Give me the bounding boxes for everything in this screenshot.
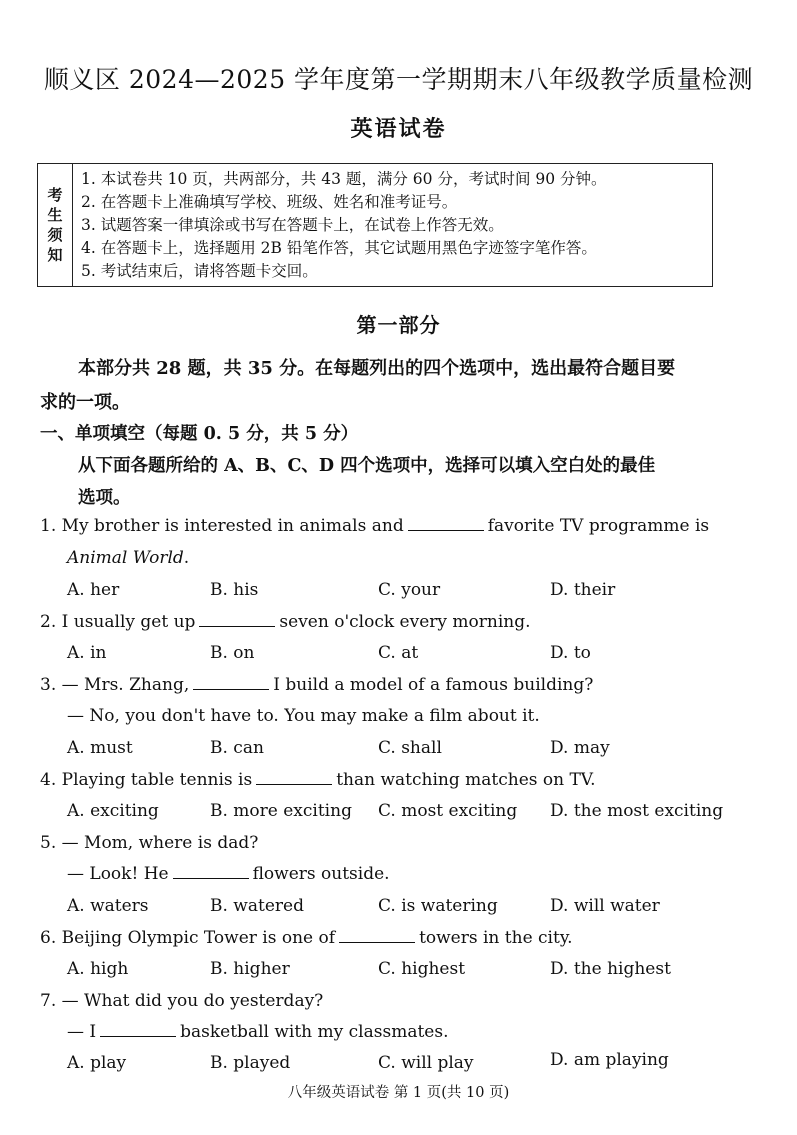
notice-item: 5. 考试结束后，请将答题卡交回。 bbox=[81, 262, 318, 280]
notice-box bbox=[37, 163, 713, 287]
question-number: 7. bbox=[40, 991, 57, 1011]
question-text: — I bbox=[67, 1022, 97, 1042]
question-text: I build a model of a famous building? bbox=[273, 675, 594, 695]
question-text: — Look! He bbox=[67, 864, 169, 884]
question-2 bbox=[40, 612, 531, 632]
option-c: C. your bbox=[378, 580, 441, 600]
option-c: C. shall bbox=[378, 738, 442, 758]
answer-blank bbox=[199, 625, 275, 627]
option-c: C. is watering bbox=[378, 896, 498, 916]
question-number: 4. bbox=[40, 770, 57, 790]
option-b: B. can bbox=[210, 738, 264, 758]
option-b: B. on bbox=[210, 643, 255, 663]
question-number: 1. bbox=[40, 516, 57, 536]
question-text: towers in the city. bbox=[419, 928, 573, 948]
notice-item: 2. 在答题卡上准确填写学校、班级、姓名和准考证号。 bbox=[81, 193, 458, 211]
question-text: favorite TV programme is bbox=[487, 516, 710, 536]
exam-title: 顺义区 2024—2025 学年度第一学期期末八年级教学质量检测 bbox=[43, 65, 754, 94]
option-a: A. high bbox=[67, 959, 129, 979]
option-a: A. exciting bbox=[67, 801, 159, 821]
option-b: B. his bbox=[210, 580, 259, 600]
notice-items bbox=[73, 164, 607, 286]
question-1 bbox=[40, 516, 709, 536]
option-d: D. their bbox=[550, 580, 616, 600]
option-a: A. waters bbox=[67, 896, 149, 916]
part-description: 本部分共 28 题，共 35 分。在每题列出的四个选项中，选出最符合题目要 bbox=[78, 358, 676, 379]
option-b: B. more exciting bbox=[210, 801, 352, 821]
notice-item: 1. 本试卷共 10 页，共两部分，共 43 题，满分 60 分，考试时间 90 分钟。 bbox=[81, 170, 607, 188]
notice-label bbox=[38, 164, 73, 286]
question-text: flowers outside. bbox=[252, 864, 390, 884]
question-1-line2 bbox=[67, 548, 189, 568]
question-4 bbox=[40, 770, 596, 790]
punctuation: . bbox=[183, 548, 190, 568]
question-text: — Mrs. Zhang, bbox=[61, 675, 190, 695]
option-a: A. play bbox=[67, 1053, 127, 1073]
option-a: A. must bbox=[67, 738, 133, 758]
notice-label-char: 知 bbox=[47, 246, 63, 264]
question-text: Beijing Olympic Tower is one of bbox=[61, 928, 336, 948]
answer-blank bbox=[256, 783, 332, 785]
answer-blank bbox=[193, 688, 269, 690]
notice-label-char: 须 bbox=[47, 226, 63, 244]
notice-item: 3. 试题答案一律填涂或书写在答题卡上，在试卷上作答无效。 bbox=[81, 216, 504, 234]
program-title: Animal World bbox=[67, 548, 184, 568]
answer-blank bbox=[100, 1035, 176, 1037]
answer-blank bbox=[408, 529, 484, 531]
question-text: My brother is interested in animals and bbox=[61, 516, 404, 536]
part-description-cont: 求的一项。 bbox=[40, 392, 130, 413]
question-7-line2 bbox=[67, 1022, 448, 1042]
question-text: I usually get up bbox=[61, 612, 196, 632]
question-text: — What did you do yesterday? bbox=[61, 991, 324, 1011]
question-number: 2. bbox=[40, 612, 57, 632]
question-5-line2 bbox=[67, 864, 390, 884]
option-d: D. the most exciting bbox=[550, 801, 724, 821]
notice-label-char: 生 bbox=[47, 206, 63, 224]
option-d: D. am playing bbox=[550, 1050, 669, 1070]
question-5 bbox=[40, 833, 258, 853]
page-footer: 八年级英语试卷 第 1 页(共 10 页) bbox=[287, 1085, 510, 1101]
section-instruction: 从下面各题所给的 A、B、C、D 四个选项中，选择可以填入空白处的最佳 bbox=[78, 456, 656, 476]
question-number: 3. bbox=[40, 675, 57, 695]
option-d: D. may bbox=[550, 738, 610, 758]
option-b: B. watered bbox=[210, 896, 304, 916]
option-b: B. higher bbox=[210, 959, 290, 979]
exam-subtitle: 英语试卷 bbox=[350, 116, 447, 142]
option-c: C. at bbox=[378, 643, 419, 663]
notice-label-char: 考 bbox=[47, 186, 63, 204]
option-b: B. played bbox=[210, 1053, 291, 1073]
question-3 bbox=[40, 675, 593, 695]
answer-blank bbox=[173, 877, 249, 879]
option-c: C. highest bbox=[378, 959, 466, 979]
answer-blank bbox=[339, 941, 415, 943]
question-text: seven o'clock every morning. bbox=[279, 612, 531, 632]
section-instruction-cont: 选项。 bbox=[78, 488, 131, 508]
question-text: than watching matches on TV. bbox=[336, 770, 596, 790]
option-c: C. will play bbox=[378, 1053, 474, 1073]
part-title: 第一部分 bbox=[356, 313, 441, 337]
option-d: D. to bbox=[550, 643, 591, 663]
option-c: C. most exciting bbox=[378, 801, 518, 821]
section-title: 一、单项填空（每题 0. 5 分，共 5 分） bbox=[40, 424, 359, 444]
question-7 bbox=[40, 991, 323, 1011]
question-number: 6. bbox=[40, 928, 57, 948]
question-6 bbox=[40, 928, 573, 948]
option-a: A. her bbox=[67, 580, 120, 600]
notice-item: 4. 在答题卡上，选择题用 2B 铅笔作答，其它试题用黑色字迹签字笔作答。 bbox=[81, 239, 597, 257]
option-a: A. in bbox=[67, 643, 107, 663]
question-text: Playing table tennis is bbox=[61, 770, 253, 790]
question-text: — Mom, where is dad? bbox=[61, 833, 259, 853]
question-3-line2: — No, you don't have to. You may make a film about it. bbox=[67, 706, 540, 726]
question-text: basketball with my classmates. bbox=[180, 1022, 449, 1042]
question-number: 5. bbox=[40, 833, 57, 853]
option-d: D. will water bbox=[550, 896, 660, 916]
option-d: D. the highest bbox=[550, 959, 671, 979]
